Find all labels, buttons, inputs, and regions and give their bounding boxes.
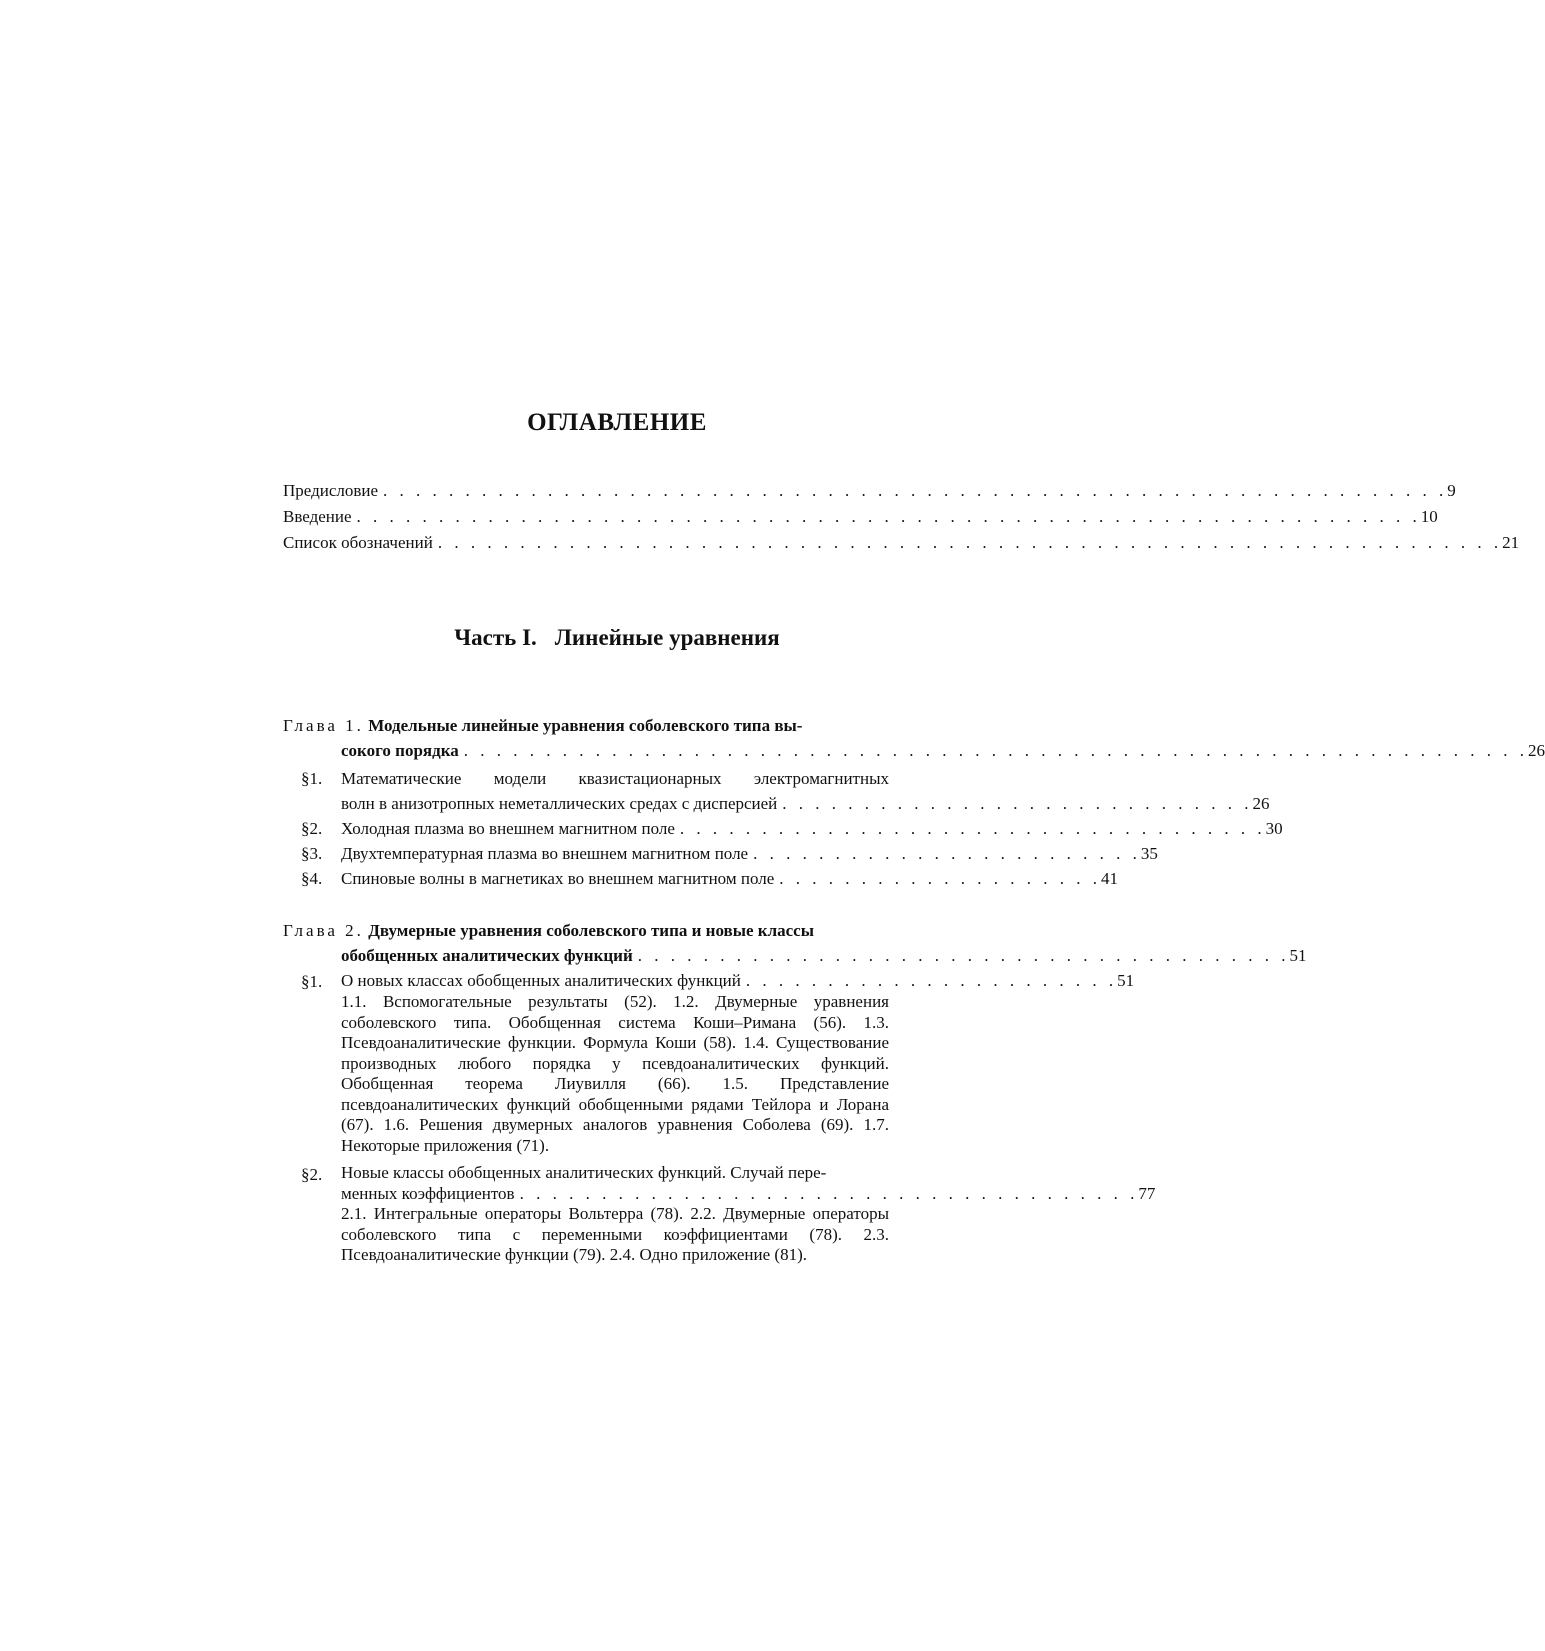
- chapter-2-heading[interactable]: [283, 918, 937, 943]
- section-2-1[interactable]: [301, 969, 1135, 992]
- section-title-line2: менных коэффициентов: [341, 1184, 515, 1203]
- section-number: §2.: [301, 1165, 323, 1184]
- leader-dots: . . . . . . . . . . . . . . . . . . . . . . . . . . . . . . . . . . . . . . . .: [637, 946, 1290, 965]
- section-1-3[interactable]: [301, 841, 1158, 866]
- section-title: О новых классах обобщенных аналитических функций: [341, 971, 741, 990]
- entry-page: 30: [1265, 819, 1283, 838]
- part-heading: [0, 624, 1234, 652]
- section-2-2[interactable]: [301, 1162, 1156, 1204]
- subsection-list: 1.1. Вспомогательные результаты (52). 1.2. Двумерные уравнения соболевского типа. Обобщенная система Коши–Римана (56). 1.3. Псевдоаналитические функции. Формула Коши (58). 1.4. Существование производных любого порядка у псевдоаналитических функций. Обобщенная теорема Лиувилля (66). 1.5. Представление псевдоаналитических функций обобщенными рядами Тейлора и Лорана (67). 1.6. Решения двумерных аналогов уравнения Соболева (69). 1.7. Некоторые приложения (71).: [341, 992, 889, 1155]
- leader-dots: . . . . . . . . . . . . . . . . . . . . . . . . . . . . . . . . . . . . . . . . . . . . . . . . . . . . . . . . . . . . . . . . .: [383, 481, 1448, 500]
- section-number: §3.: [301, 844, 323, 863]
- chapter-1-heading-cont[interactable]: [283, 738, 1545, 764]
- leader-dots: . . . . . . . . . . . . . . . . . . . . . . . . . . . . . . . . . . . . . . . . . . . . . . . . . . . . . . . . . . . . . . . . .: [356, 507, 1421, 526]
- entry-page: 26: [1528, 741, 1545, 760]
- toc-entry-notation[interactable]: [283, 530, 1520, 556]
- part-title: Линейные уравнения: [554, 625, 780, 650]
- section-number: §2.: [301, 819, 323, 838]
- section-1-4[interactable]: [301, 866, 1119, 891]
- leader-dots: . . . . . . . . . . . . . . . . . . . . . . . .: [753, 844, 1141, 863]
- section-title-line1: Математические модели квазистационарных электромагнитных: [341, 769, 889, 788]
- section-title: Холодная плазма во внешнем магнитном поле: [341, 819, 675, 838]
- chapter-lead: Глава 1.: [283, 716, 364, 735]
- leader-dots: . . . . . . . . . . . . . . . . . . . . . . . . . . . . . . . . . . . .: [679, 819, 1266, 838]
- section-1-1[interactable]: [301, 766, 1270, 816]
- section-number: §1.: [301, 972, 323, 991]
- chapter-title-line2: обобщенных аналитических функций: [341, 946, 633, 965]
- entry-page: 9: [1447, 481, 1456, 500]
- entry-page: 77: [1138, 1184, 1156, 1203]
- toc-entry-introduction[interactable]: [283, 504, 1438, 530]
- entry-label: Список обозначений: [283, 533, 433, 552]
- entry-page: 35: [1140, 844, 1158, 863]
- entry-page: 26: [1252, 794, 1270, 813]
- section-number: §4.: [301, 869, 323, 888]
- leader-dots: . . . . . . . . . . . . . . . . . . . . . . .: [745, 971, 1118, 990]
- section-title-line1: Новые классы обобщенных аналитических функций. Случай пере-: [341, 1163, 827, 1182]
- leader-dots: . . . . . . . . . . . . . . . . . . . . . . . . . . . . . . . . . . . . . .: [519, 1184, 1139, 1203]
- toc-entry-preface[interactable]: [283, 478, 1456, 504]
- chapter-1: [283, 713, 1545, 891]
- chapter-2: [283, 918, 1307, 1266]
- section-title: Спиновые волны в магнетиках во внешнем магнитном поле: [341, 869, 775, 888]
- leader-dots: . . . . . . . . . . . . . . . . . . . .: [779, 869, 1102, 888]
- section-title: Двухтемпературная плазма во внешнем магнитном поле: [341, 844, 749, 863]
- entry-label: Предисловие: [283, 481, 379, 500]
- entry-page: 41: [1101, 869, 1119, 888]
- entry-page: 10: [1420, 507, 1438, 526]
- leader-dots: . . . . . . . . . . . . . . . . . . . . . . . . . . . . . . . . . . . . . . . . . . . . . . . . . . . . . . . . . . . . . . . . .: [437, 533, 1503, 552]
- section-title-line2: волн в анизотропных неметаллических средах с дисперсией: [341, 794, 778, 813]
- chapter-title-line1: Модельные линейные уравнения соболевского типа вы-: [368, 716, 803, 735]
- toc-title: ОГЛАВЛЕНИЕ: [527, 409, 707, 436]
- chapter-title-line2: сокого порядка: [341, 741, 459, 760]
- chapter-2-heading-cont[interactable]: [283, 943, 1307, 969]
- leader-dots: . . . . . . . . . . . . . . . . . . . . . . . . . . . . .: [782, 794, 1253, 813]
- chapter-1-heading[interactable]: [283, 713, 937, 738]
- chapter-title-line1: Двумерные уравнения соболевского типа и новые классы: [368, 921, 814, 940]
- chapter-lead: Глава 2.: [283, 921, 364, 940]
- section-number: §1.: [301, 769, 323, 788]
- part-number: Часть I.: [454, 625, 537, 650]
- front-matter: [283, 478, 1520, 556]
- entry-page: 51: [1289, 946, 1307, 965]
- entry-page: 21: [1502, 533, 1520, 552]
- entry-page: 51: [1117, 971, 1135, 990]
- leader-dots: . . . . . . . . . . . . . . . . . . . . . . . . . . . . . . . . . . . . . . . . . . . . . . . . . . . . . . . . . . . . . . . . .: [463, 741, 1528, 760]
- subsection-list: 2.1. Интегральные операторы Вольтерра (78). 2.2. Двумерные операторы соболевского типа с переменными коэффициентами (78). 2.3. Псевдоаналитические функции (79). 2.4. Одно приложение (81).: [341, 1204, 889, 1264]
- section-1-2[interactable]: [301, 816, 1283, 841]
- entry-label: Введение: [283, 507, 352, 526]
